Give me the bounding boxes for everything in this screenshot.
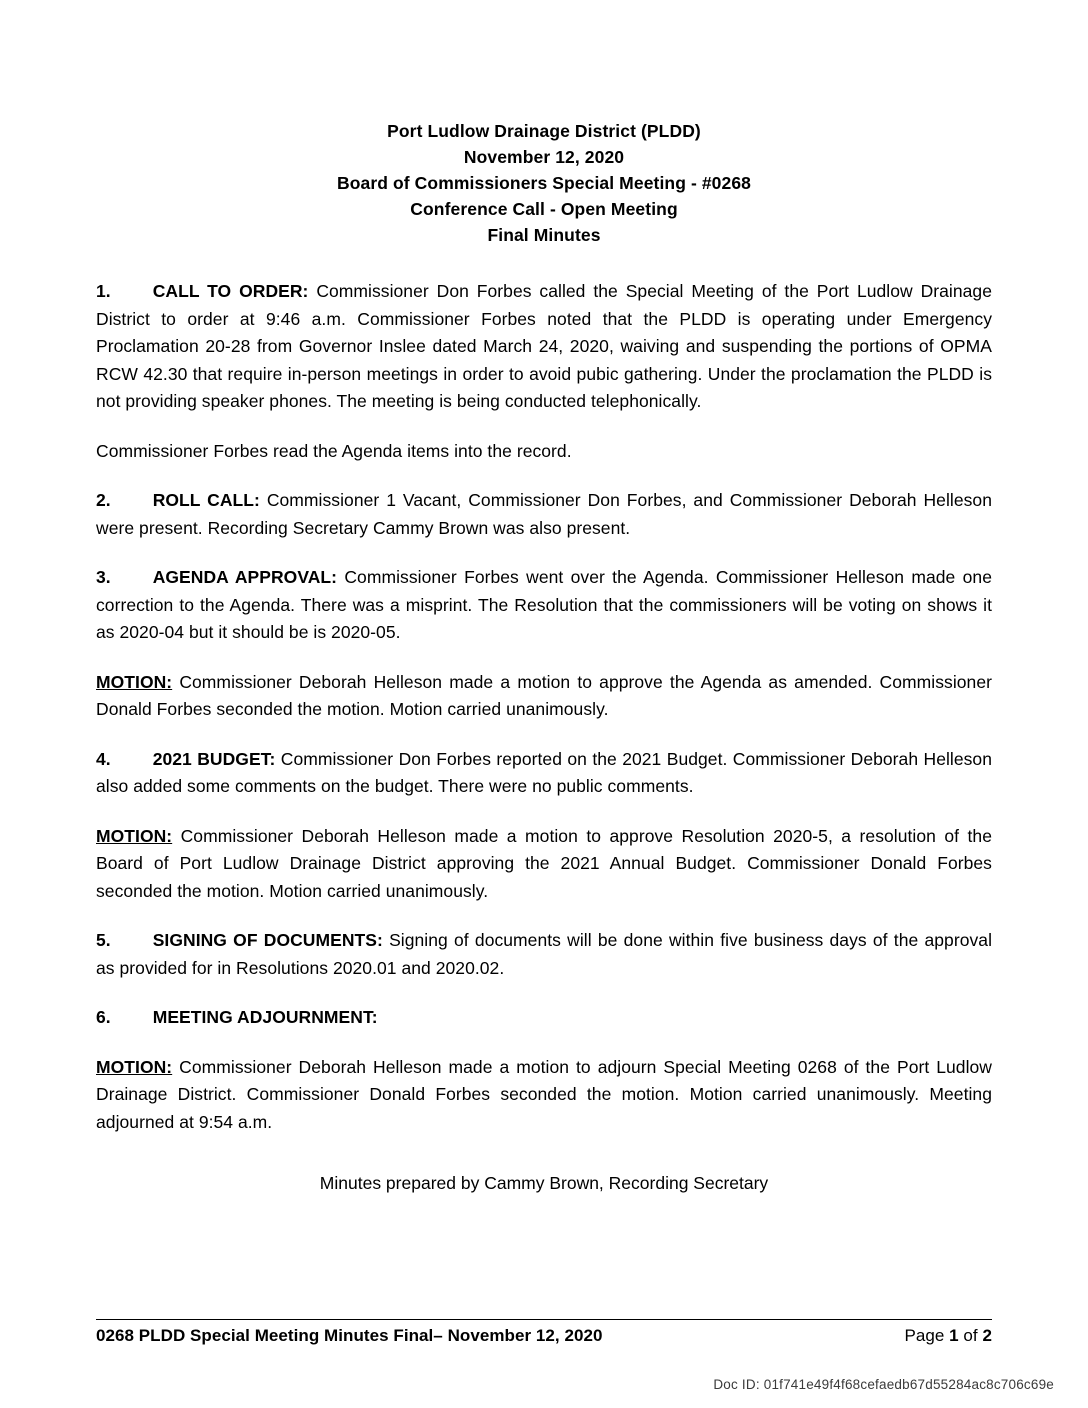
header-line-status: Final Minutes: [487, 225, 601, 245]
footer-page-number: [904, 1326, 992, 1346]
section-heading-4: 2021 BUDGET:: [152, 748, 276, 769]
section-heading-5: SIGNING OF DOCUMENTS:: [152, 930, 383, 950]
document-body: [96, 278, 992, 1198]
section-number-4: 4.: [96, 748, 111, 769]
footer-page-middle: of: [958, 1326, 983, 1345]
section-agenda-read: [96, 438, 992, 466]
footer-page-prefix: Page: [904, 1326, 950, 1345]
motion-label-1: MOTION:: [96, 671, 173, 692]
motion-text-2: Commissioner Deborah Helleson made a motion to approve Resolution 2020-5, a resolution of the Board of Port Ludlow Drainage District approving the 2021 Annual Budget. Commissioner Donald Forbes seconded the motion. Motion carried unanimously.: [96, 825, 992, 901]
header-line-date: November 12, 2020: [463, 147, 625, 167]
section-text-5: Commissioner Don Forbes reported on the 2021 Budget. Commissioner Deborah Helleson also added some comments on the budget. There were no public comments.: [96, 748, 992, 796]
section-text-4: Commissioner Forbes went over the Agenda. Commissioner Helleson made one correction to the Agenda. There was a misprint. The Resolution that the commissioners will be voting on shows it as 2020-04 but it should be is 2020-05.: [96, 567, 992, 642]
section-call-to-order: [96, 278, 992, 416]
header-line-meeting: Board of Commissioners Special Meeting - #0268: [336, 173, 752, 193]
doc-id-value: 01f741e49f4f68cefaedb67d55284ac8c706c69e: [763, 1377, 1054, 1392]
motion-adjourn: [96, 1054, 992, 1137]
section-heading-2: ROLL CALL:: [152, 490, 260, 510]
section-text-2: Commissioner Forbes read the Agenda items into the record.: [96, 440, 572, 461]
closing-note: Minutes prepared by Cammy Brown, Recording Secretary: [319, 1173, 769, 1193]
section-number-3: 3.: [96, 567, 111, 587]
section-number-5: 5.: [96, 930, 111, 950]
document-header: [96, 118, 992, 248]
motion-text-1: Commissioner Deborah Helleson made a motion to approve the Agenda as amended. Commissioner Donald Forbes seconded the motion. Motion carried unanimously.: [96, 671, 992, 719]
header-line-title: Port Ludlow Drainage District (PLDD): [387, 121, 701, 141]
motion-text-3: Commissioner Deborah Helleson made a motion to adjourn Special Meeting 0268 of the Port Ludlow Drainage District. Commissioner Donald Forbes seconded the motion. Motion carried unanimously. Meeting adjourned at 9:54 a.m.: [96, 1056, 992, 1132]
section-text-1: Commissioner Don Forbes called the Special Meeting of the Port Ludlow Drainage District to order at 9:46 a.m. Commissioner Forbes noted that the PLDD is operating under Emergency Proclamation 20-28 from Governor Inslee dated March 24, 2020, waiving and suspending the portions of OPMA RCW 42.30 that require in-person meetings in order to avoid pubic gathering. Under the proclamation the PLDD is not providing speaker phones. The meeting is being conducted telephonically.: [96, 281, 993, 411]
footer-page-current: 1: [949, 1326, 959, 1345]
footer-divider: [96, 1319, 992, 1320]
section-agenda-approval: [96, 564, 992, 647]
doc-id-label: Doc ID:: [713, 1377, 764, 1392]
section-2021-budget: [96, 746, 992, 801]
section-meeting-adjournment: [96, 1004, 992, 1032]
footer-left-text: 0268 PLDD Special Meeting Minutes Final– November 12, 2020: [96, 1326, 603, 1345]
doc-id-stamp: [713, 1377, 1054, 1392]
section-heading-3: AGENDA APPROVAL:: [152, 567, 338, 587]
motion-budget: [96, 823, 992, 906]
section-text-6: Signing of documents will be done within five business days of the approval as provided for in Resolutions 2020.01 and 2020.02.: [96, 930, 993, 978]
section-signing-of-documents: [96, 927, 992, 982]
section-roll-call: [96, 487, 992, 542]
section-heading-6: MEETING ADJOURNMENT:: [152, 1007, 378, 1027]
section-number-1: 1.: [96, 281, 111, 301]
page-footer: [96, 1319, 992, 1346]
motion-label-3: MOTION:: [96, 1056, 173, 1077]
section-number-6: 6.: [96, 1007, 111, 1027]
motion-agenda: [96, 669, 992, 724]
header-line-format: Conference Call - Open Meeting: [410, 199, 678, 219]
section-number-2: 2.: [96, 490, 111, 510]
section-text-3: Commissioner 1 Vacant, Commissioner Don Forbes, and Commissioner Deborah Helleson were present. Recording Secretary Cammy Brown was also present.: [96, 490, 992, 538]
motion-label-2: MOTION:: [96, 825, 173, 846]
section-heading-1: CALL TO ORDER:: [152, 281, 309, 301]
footer-page-total: 2: [982, 1326, 992, 1345]
